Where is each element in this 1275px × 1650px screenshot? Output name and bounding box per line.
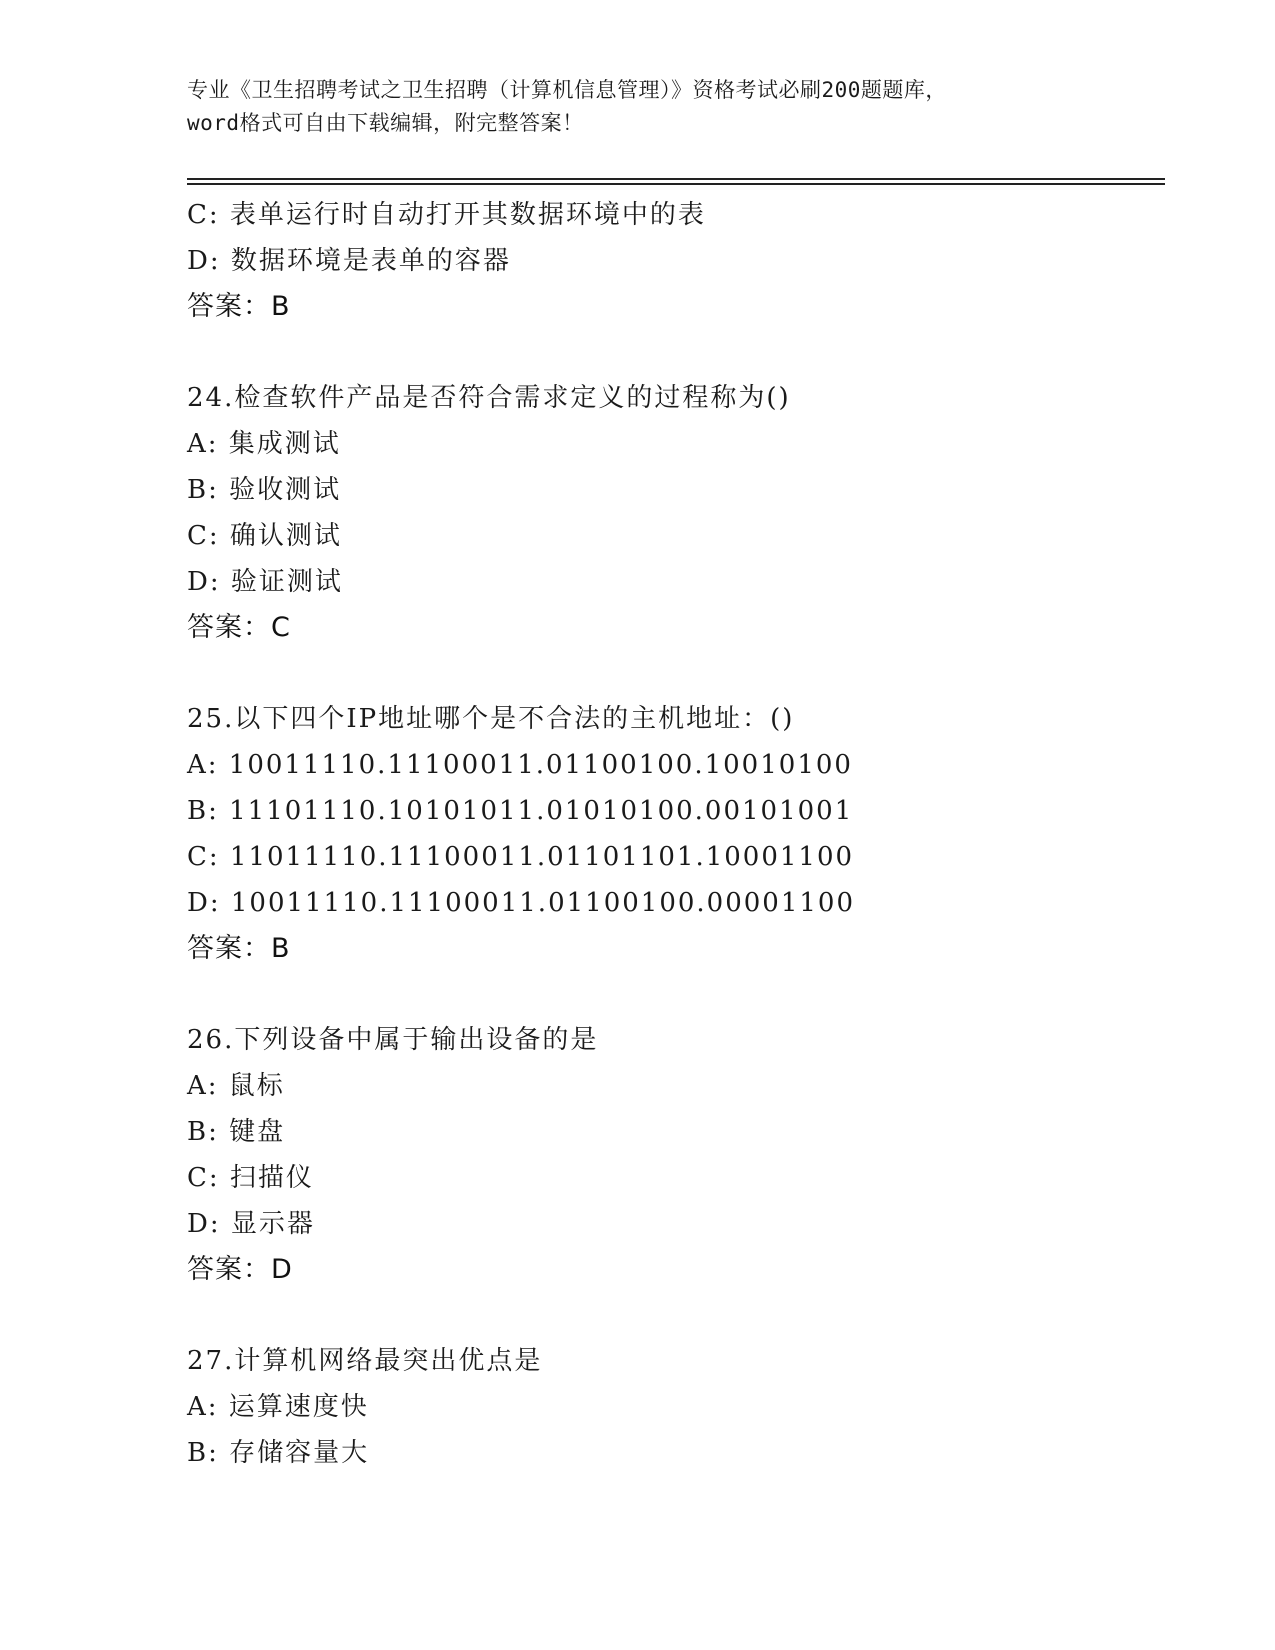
answer-line: 答案：B (187, 291, 291, 322)
header-divider-top (187, 178, 1165, 180)
question-stem: 25.以下四个IP地址哪个是不合法的主机地址：() (187, 704, 795, 734)
option-b: B: 键盘 (187, 1117, 286, 1147)
option-a: A: 10011110.11100011.01100100.10010100 (187, 750, 853, 780)
answer-line: 答案：D (187, 1254, 293, 1285)
question-list (187, 192, 1167, 1476)
option-c: C: 扫描仪 (187, 1163, 314, 1193)
option-a: A: 运算速度快 (187, 1392, 369, 1422)
spacer (187, 651, 1167, 696)
header-line-2: word格式可自由下载编辑，附完整答案！ (187, 111, 584, 135)
option-a: A: 集成测试 (187, 429, 341, 459)
option-d: D: 验证测试 (187, 567, 343, 597)
question-25 (187, 696, 1167, 972)
option-d: D: 10011110.11100011.01100100.00001100 (187, 888, 856, 918)
header-divider-bottom (187, 183, 1165, 185)
question-stem: 26.下列设备中属于输出设备的是 (187, 1025, 599, 1055)
question-24 (187, 375, 1167, 651)
option-a: A: 鼠标 (187, 1071, 285, 1101)
spacer (187, 330, 1167, 375)
option-b: B: 11101110.10101011.01010100.00101001 (187, 796, 854, 826)
spacer (187, 972, 1167, 1017)
document-header (187, 74, 1087, 140)
option-c: C: 11011110.11100011.01101101.10001100 (187, 842, 855, 872)
option-d: D: 显示器 (187, 1209, 315, 1239)
question-stem: 24.检查软件产品是否符合需求定义的过程称为() (187, 383, 791, 413)
header-line-1: 专业《卫生招聘考试之卫生招聘（计算机信息管理）》资格考试必刷200题题库， (187, 78, 947, 102)
option-c: C: 确认测试 (187, 521, 342, 551)
answer-line: 答案：B (187, 933, 291, 964)
option-d: D: 数据环境是表单的容器 (187, 246, 511, 276)
question-stem: 27.计算机网络最突出优点是 (187, 1346, 543, 1376)
option-b: B: 存储容量大 (187, 1438, 370, 1468)
option-c: C: 表单运行时自动打开其数据环境中的表 (187, 200, 706, 230)
answer-line: 答案：C (187, 612, 291, 643)
spacer (187, 1293, 1167, 1338)
option-b: B: 验收测试 (187, 475, 342, 505)
question-26 (187, 1017, 1167, 1293)
question-27 (187, 1338, 1167, 1476)
question-23-tail (187, 192, 1167, 330)
